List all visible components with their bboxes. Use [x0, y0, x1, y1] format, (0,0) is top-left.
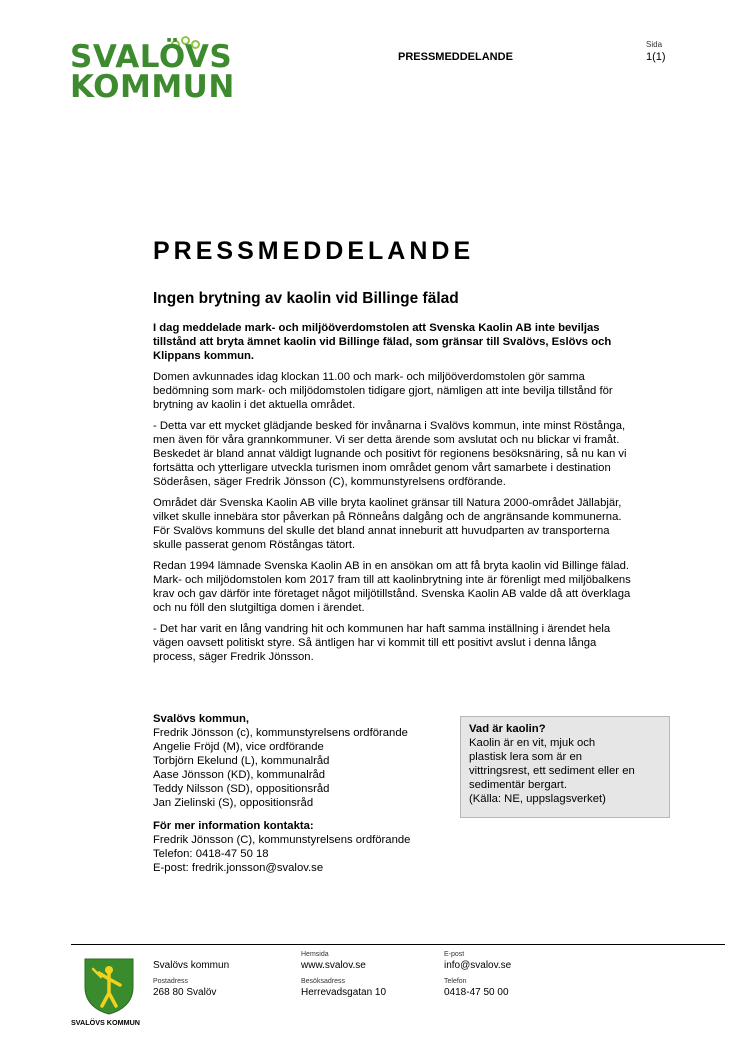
contact-person: Fredrik Jönsson (c), kommunstyrelsens ordförande	[153, 727, 408, 739]
article-body	[153, 321, 641, 671]
logo-text-line1: SVALÖVS	[70, 39, 233, 75]
footer-web-link[interactable]: www.svalov.se	[301, 960, 366, 971]
more-info-heading: För mer information kontakta:	[153, 820, 314, 832]
footer-visit-value: Herrevadsgatan 10	[301, 987, 387, 998]
contact-person: Jan Zielinski (S), oppositionsråd	[153, 797, 314, 809]
body-paragraph: - Detta var ett mycket glädjande besked för invånarna i Svalövs kommun, inte minst Röstånga, men även för våra grannkommuner. Vi ser detta ärende som avslutat och nu blickar vi framåt. Beskedet är bland annat väldigt lugnande och positivt för regionens besöksnäring, så nu kan vi fortsätta och ytterligare utveckla turismen inom området genom vårt samarbete i destination Söderåsen, säger Fredrik Jönsson (C), kommunstyrelsens ordförande.	[153, 420, 627, 488]
contact-person: Torbjörn Ekelund (L), kommunalråd	[153, 755, 330, 767]
info-contact-name: Fredrik Jönsson (C), kommunstyrelsens ordförande	[153, 834, 411, 846]
info-contact-email[interactable]: E-post: fredrik.jonsson@svalov.se	[153, 862, 324, 874]
contact-person: Teddy Nilsson (SD), oppositionsråd	[153, 783, 330, 795]
coat-of-arms-icon	[79, 957, 139, 1015]
fact-box-line: sedimentär bergart.	[469, 779, 567, 791]
svalov-kommun-logo	[70, 36, 240, 106]
document-heading: PRESSMEDDELANDE	[153, 237, 475, 265]
contacts-section	[153, 712, 453, 875]
body-paragraph: - Det har varit en lång vandring hit och kommunen har haft samma inställning i ärendet hela vägen oavsett politiskt styre. Så äntligen har vi kommit till ett positivt avslut i denna långa process, säger Fredrik Jönsson.	[153, 623, 611, 663]
page-number: 1(1)	[646, 51, 666, 63]
body-paragraph: Domen avkunnades idag klockan 11.00 och mark- och miljööverdomstolen gör samma bedömning som mark- och miljödomstolen tidigare gjort, nämligen att inte bevilja tillstånd för brytning av kaolin i det aktuella området.	[153, 371, 613, 411]
footer-web-label: Hemsida	[301, 951, 329, 958]
body-paragraph: Området där Svenska Kaolin AB ville bryta kaolinet gränsar till Natura 2000-området Jällabjär, vilket skulle innebära stor påverkan på Rönneåns dalgång och de angränsande kommunerna. För Svalövs kommuns del skulle det bland annat inneburit att huvudparten av transporterna skulle passerat genom Röstångas tätort.	[153, 497, 622, 551]
body-paragraph: Redan 1994 lämnade Svenska Kaolin AB in en ansökan om att få bryta kaolin vid Billinge fälad. Mark- och miljödomstolen kom 2017 fram till att kaolinbrytning inte är förenligt med miljöbalkens krav och gav därför inte företaget något miljötillstånd. Svenska Kaolin AB valde då att överklaga och nu föll den slutgiltiga domen i ärendet.	[153, 560, 631, 614]
kaolin-fact-box	[460, 716, 670, 818]
fact-box-line: plastisk lera som är en	[469, 751, 583, 763]
lead-paragraph: I dag meddelade mark- och miljööverdomstolen att Svenska Kaolin AB inte beviljas tillstånd att bryta ämnet kaolin vid Billinge fälad, som gränsar till Svalövs, Eslövs och Klippans kommun.	[153, 322, 612, 362]
footer-email-link[interactable]: info@svalov.se	[444, 960, 512, 971]
fact-box-heading: Vad är kaolin?	[469, 723, 546, 735]
logo-text-line2: KOMMUN	[70, 69, 235, 105]
footer-divider	[71, 944, 725, 945]
fact-box-line: vittringsrest, ett sediment eller en	[469, 765, 635, 777]
fact-box-line: Kaolin är en vit, mjuk och	[469, 737, 596, 749]
footer-postal-label: Postadress	[153, 978, 189, 985]
header-title: PRESSMEDDELANDE	[398, 51, 513, 63]
article-title: Ingen brytning av kaolin vid Billinge fälad	[153, 290, 459, 307]
footer-phone-label: Telefon	[444, 978, 467, 985]
contacts-heading: Svalövs kommun,	[153, 713, 250, 725]
contact-person: Aase Jönsson (KD), kommunalråd	[153, 769, 326, 781]
footer-email-label: E-post	[444, 951, 465, 958]
contact-person: Angelie Fröjd (M), vice ordförande	[153, 741, 324, 753]
footer-postal-value: 268 80 Svalöv	[153, 987, 217, 998]
crest-label: SVALÖVS KOMMUN	[71, 1018, 140, 1027]
footer-visit-label: Besöksadress	[301, 978, 345, 985]
footer-org-name: Svalövs kommun	[153, 960, 230, 971]
info-contact-phone: Telefon: 0418-47 50 18	[153, 848, 269, 860]
footer-phone-value: 0418-47 50 00	[444, 987, 509, 998]
page-label: Sida	[646, 40, 663, 49]
fact-box-source: (Källa: NE, uppslagsverket)	[469, 793, 606, 805]
